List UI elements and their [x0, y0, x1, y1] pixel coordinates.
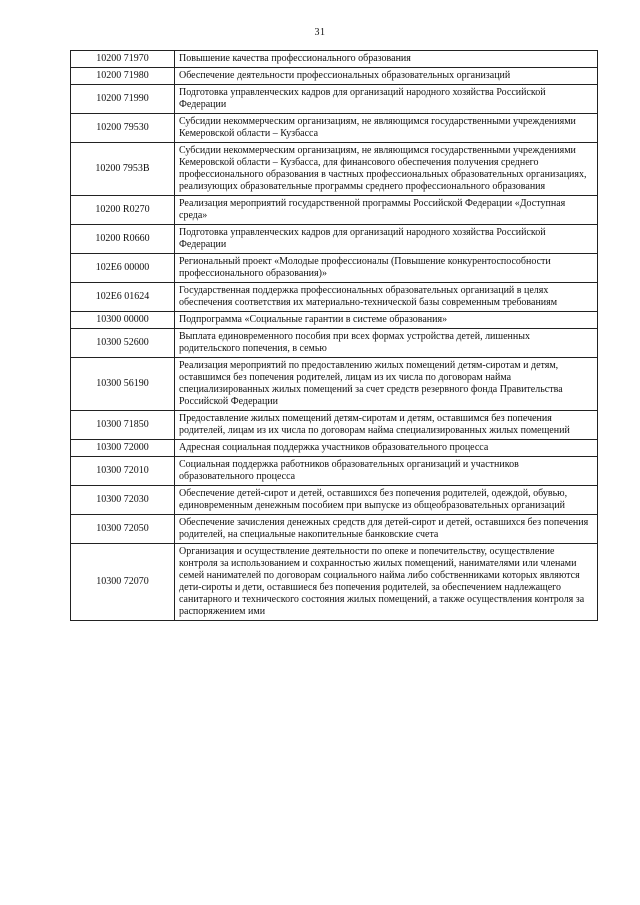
description-cell: Организация и осуществление деятельности по опеке и попечительству, осуществление контроля за использованием и сохранностью жилых помещений, нанимателями или членами семей нанимателей по договорам социального найма либо собственниками которых являются дети-сироты и дети, оставшиеся без попечения родителей, за обеспечением надлежащего санитарного и технического состояния жилых помещений, а также осуществления контроля за распоряжением ими	[175, 544, 598, 621]
table-row	[71, 283, 598, 312]
table-row	[71, 254, 598, 283]
code-cell: 102Е6 01624	[71, 283, 175, 312]
table-row	[71, 114, 598, 143]
description-cell: Социальная поддержка работников образовательных организаций и участников образовательного процесса	[175, 457, 598, 486]
page-number: 31	[314, 27, 326, 38]
description-cell: Адресная социальная поддержка участников образовательного процесса	[175, 440, 598, 457]
code-cell: 10300 52600	[71, 329, 175, 358]
code-cell: 10200 71970	[71, 51, 175, 68]
code-cell: 10300 72010	[71, 457, 175, 486]
table-row	[71, 457, 598, 486]
description-cell: Региональный проект «Молодые профессионалы (Повышение конкурентоспособности профессионального образования)»	[175, 254, 598, 283]
code-cell: 10300 72030	[71, 486, 175, 515]
description-cell: Обеспечение деятельности профессиональных образовательных организаций	[175, 68, 598, 85]
code-cell: 10300 72070	[71, 544, 175, 621]
code-cell: 10200 R0270	[71, 196, 175, 225]
description-cell: Подготовка управленческих кадров для организаций народного хозяйства Российской Федерации	[175, 225, 598, 254]
table-row	[71, 225, 598, 254]
budget-codes-table	[70, 50, 598, 621]
table-row	[71, 515, 598, 544]
description-cell: Реализация мероприятий государственной программы Российской Федерации «Доступная среда»	[175, 196, 598, 225]
code-cell: 10300 72050	[71, 515, 175, 544]
description-cell: Государственная поддержка профессиональных образовательных организаций в целях обеспечения соответствия их материально-технической базы современным требованиям	[175, 283, 598, 312]
table-row	[71, 358, 598, 411]
code-cell: 10200 71990	[71, 85, 175, 114]
code-cell: 10200 7953В	[71, 143, 175, 196]
description-cell: Повышение качества профессионального образования	[175, 51, 598, 68]
code-cell: 10200 71980	[71, 68, 175, 85]
code-cell: 10300 71850	[71, 411, 175, 440]
description-cell: Субсидии некоммерческим организациям, не являющимся государственными учреждениями Кемеровской области – Кузбасса, для финансового обеспечения получения среднего профессионального образования в частных профессиональных образовательных организациях, реализующих образовательные программы среднего профессионального образования	[175, 143, 598, 196]
table-row	[71, 143, 598, 196]
description-cell: Субсидии некоммерческим организациям, не являющимся государственными учреждениями Кемеровской области – Кузбасса	[175, 114, 598, 143]
table-row	[71, 51, 598, 68]
table-row	[71, 440, 598, 457]
description-cell: Обеспечение зачисления денежных средств для детей-сирот и детей, оставшихся без попечения родителей, на специальные накопительные банковские счета	[175, 515, 598, 544]
description-cell: Предоставление жилых помещений детям-сиротам и детям, оставшимся без попечения родителей, лицам из их числа по договорам найма специализированных жилых помещений	[175, 411, 598, 440]
table-row	[71, 196, 598, 225]
code-cell: 10300 00000	[71, 312, 175, 329]
description-cell: Подготовка управленческих кадров для организаций народного хозяйства Российской Федерации	[175, 85, 598, 114]
code-cell: 10300 72000	[71, 440, 175, 457]
table-row	[71, 486, 598, 515]
code-cell: 10200 R0660	[71, 225, 175, 254]
table-row	[71, 411, 598, 440]
description-cell: Обеспечение детей-сирот и детей, оставшихся без попечения родителей, одеждой, обувью, единовременным денежным пособием при выпуске из общеобразовательных организаций	[175, 486, 598, 515]
table-body	[71, 51, 598, 621]
code-cell: 10200 79530	[71, 114, 175, 143]
description-cell: Реализация мероприятий по предоставлению жилых помещений детям-сиротам и детям, оставшимся без попечения родителей, лицам из их числа по договорам найма специализированных жилых помещений за счет средств резервного фонда Правительства Российской Федерации	[175, 358, 598, 411]
table-row	[71, 68, 598, 85]
description-cell: Выплата единовременного пособия при всех формах устройства детей, лишенных родительского попечения, в семью	[175, 329, 598, 358]
table-row	[71, 312, 598, 329]
table-row	[71, 329, 598, 358]
table-row	[71, 544, 598, 621]
code-cell: 10300 56190	[71, 358, 175, 411]
code-cell: 102Е6 00000	[71, 254, 175, 283]
description-cell: Подпрограмма «Социальные гарантии в системе образования»	[175, 312, 598, 329]
table-row	[71, 85, 598, 114]
